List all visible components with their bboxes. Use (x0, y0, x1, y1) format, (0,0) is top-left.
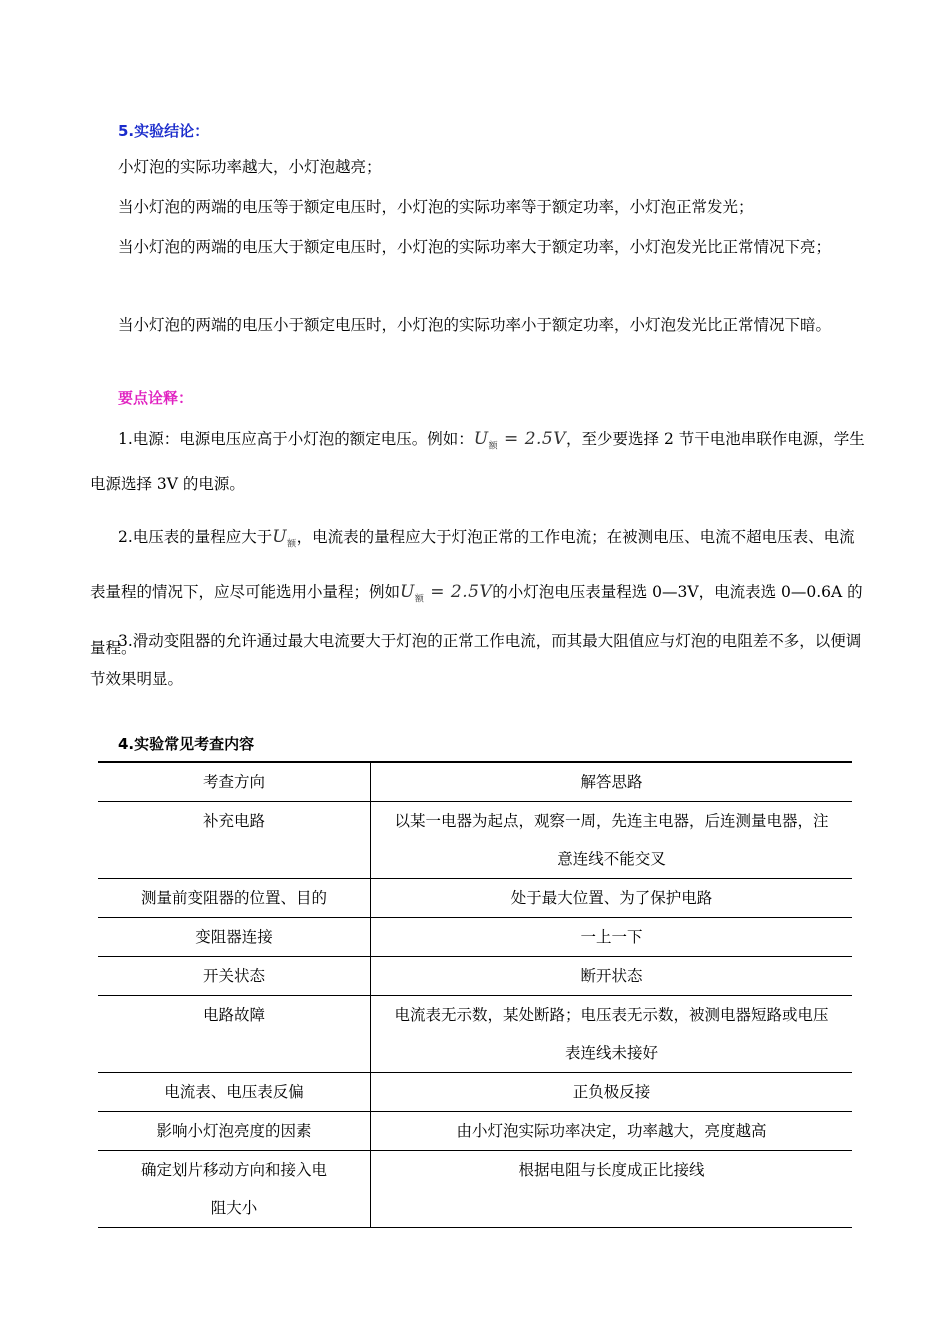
table-row (98, 996, 852, 1073)
table-cell-approach: 断开状态 (371, 957, 853, 996)
table-cell-direction: 影响小灯泡亮度的因素 (98, 1112, 371, 1151)
table-header-approach: 解答思路 (371, 762, 853, 802)
table-row (98, 1073, 852, 1112)
keypoint-1 (90, 420, 866, 503)
table-cell-approach: 正负极反接 (371, 1073, 853, 1112)
table-cell-approach: 根据电阻与长度成正比接线 (371, 1151, 853, 1228)
rated-voltage-formula: $U_额 = 2.5V$ (473, 429, 567, 452)
table-cell-approach: 一上一下 (371, 918, 853, 957)
table-cell-approach: 处于最大位置、为了保护电路 (371, 879, 853, 918)
conclusion-line-3: 当小灯泡的两端的电压大于额定电压时，小灯泡的实际功率大于额定功率，小灯泡发光比正常情况下亮； (118, 238, 832, 256)
rated-voltage-symbol: $U_额$ (272, 527, 297, 550)
conclusion-line-4: 当小灯泡的两端的电压小于额定电压时，小灯泡的实际功率小于额定功率，小灯泡发光比正常情况下暗。 (118, 316, 832, 334)
keypoints-heading: 要点诠释： (118, 389, 194, 407)
table-row (98, 1151, 852, 1228)
table-row (98, 879, 852, 918)
table-header-direction: 考查方向 (98, 762, 371, 802)
exam-content-table (98, 761, 852, 1228)
keypoint-2-text-c: 的小灯泡电压表量程选 0—3V，电流表选 0—0.6A 的量程。 (90, 583, 863, 657)
rated-voltage-formula-2: $U_额 = 2.5V$ (400, 582, 493, 605)
conclusion-line-1: 小灯泡的实际功率越大，小灯泡越亮； (118, 158, 382, 176)
table-cell-direction: 测量前变阻器的位置、目的 (98, 879, 371, 918)
table-row (98, 957, 852, 996)
table-cell-direction: 变阻器连接 (98, 918, 371, 957)
table-cell-direction: 电路故障 (98, 996, 371, 1073)
table-cell-direction: 电流表、电压表反偏 (98, 1073, 371, 1112)
exam-content-heading: 4.实验常见考查内容 (118, 735, 255, 753)
table-header-row (98, 762, 852, 802)
table-cell-direction: 确定划片移动方向和接入电阻大小 (98, 1151, 371, 1228)
table-cell-approach: 以某一电器为起点，观察一周，先连主电器，后连测量电器，注意连线不能交叉 (371, 802, 853, 879)
table-cell-approach: 由小灯泡实际功率决定，功率越大，亮度越高 (371, 1112, 853, 1151)
keypoint-1-text-a: 1.电源：电源电压应高于小灯泡的额定电压。例如： (118, 430, 474, 448)
keypoint-2-text-a: 2.电压表的量程应大于 (118, 528, 273, 546)
conclusion-heading: 5.实验结论： (118, 122, 210, 140)
keypoint-3: 3.滑动变阻器的允许通过最大电流要大于灯泡的正常工作电流，而其最大阻值应与灯泡的电阻差不多，以便调节效果明显。 (90, 632, 862, 688)
keypoint-2-text-b: ，电流表的量程应大于灯泡正常的工作电流；在被测电压、电流不超电压表、电流表量程的情况下，应尽可能选用小量程；例如 (90, 528, 855, 602)
table-cell-direction: 开关状态 (98, 957, 371, 996)
table-cell-approach: 电流表无示数，某处断路；电压表无示数，被测电器短路或电压表连线未接好 (371, 996, 853, 1073)
table-row (98, 918, 852, 957)
table-row (98, 802, 852, 879)
table-row (98, 1112, 852, 1151)
conclusion-line-2: 当小灯泡的两端的电压等于额定电压时，小灯泡的实际功率等于额定功率，小灯泡正常发光； (118, 198, 754, 216)
table-cell-direction: 补充电路 (98, 802, 371, 879)
keypoint-1-text-b: ，至少要选择 2 节干电池串联作电源，学生电源选择 3V 的电源。 (90, 430, 865, 494)
